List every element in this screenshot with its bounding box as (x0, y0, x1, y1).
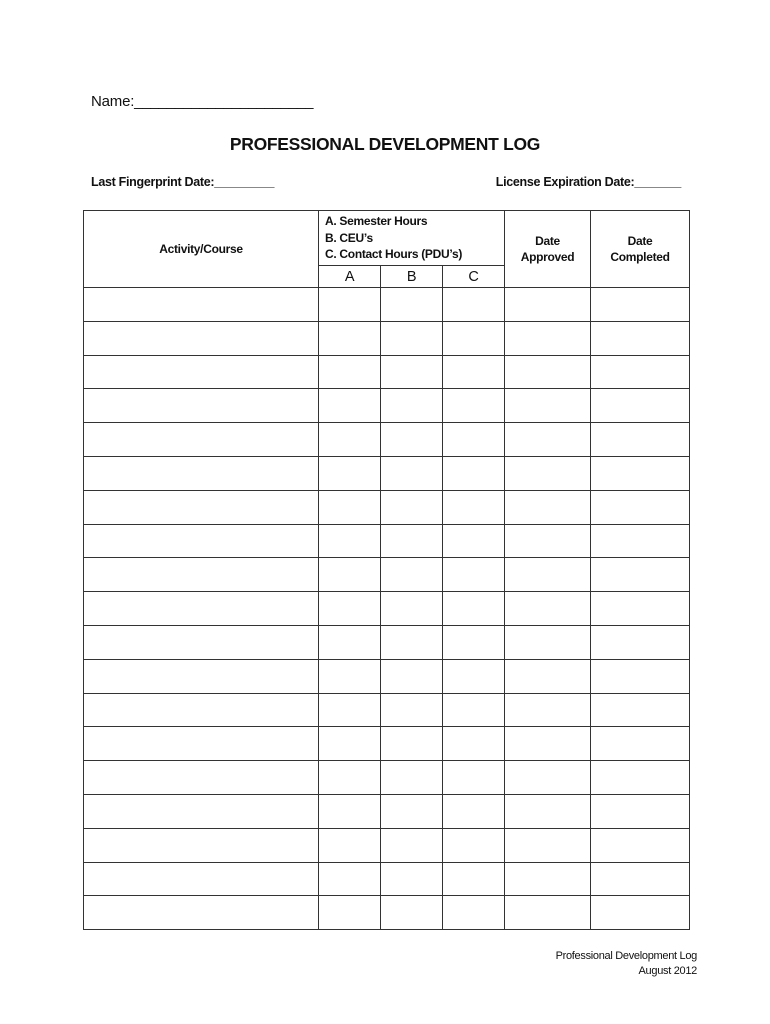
hours-a-cell[interactable] (319, 659, 381, 693)
hours-legend-c: C. Contact Hours (PDU’s) (325, 247, 463, 261)
date-completed-cell[interactable] (591, 490, 690, 524)
hours-b-cell[interactable] (381, 727, 443, 761)
table-row (84, 794, 690, 828)
hours-a-cell[interactable] (319, 896, 381, 930)
column-a-header: A (319, 266, 381, 288)
hours-b-cell[interactable] (381, 592, 443, 626)
table-row (84, 490, 690, 524)
hours-b-cell[interactable] (381, 389, 443, 423)
hours-a-cell[interactable] (319, 558, 381, 592)
hours-legend (319, 211, 505, 266)
date-completed-cell[interactable] (591, 456, 690, 490)
hours-c-cell[interactable] (443, 321, 505, 355)
table-row (84, 592, 690, 626)
date-completed-cell[interactable] (591, 389, 690, 423)
hours-b-cell[interactable] (381, 625, 443, 659)
hours-b-cell[interactable] (381, 896, 443, 930)
date-completed-cell[interactable] (591, 558, 690, 592)
hours-a-cell[interactable] (319, 389, 381, 423)
date-approved-line1: Date (535, 233, 560, 248)
activity-cell[interactable] (84, 761, 319, 795)
hours-a-cell[interactable] (319, 355, 381, 389)
hours-c-cell[interactable] (443, 659, 505, 693)
hours-b-cell[interactable] (381, 423, 443, 457)
table-row (84, 355, 690, 389)
date-completed-line1: Date (627, 233, 653, 248)
footer-date: August 2012 (638, 964, 697, 977)
date-approved-cell[interactable] (505, 761, 591, 795)
hours-a-cell[interactable] (319, 423, 381, 457)
date-completed-cell[interactable] (591, 862, 690, 896)
date-completed-cell[interactable] (591, 355, 690, 389)
date-completed-cell[interactable] (591, 288, 690, 322)
table-row (84, 288, 690, 322)
page-title: PROFESSIONAL DEVELOPMENT LOG (229, 134, 541, 154)
hours-b-cell[interactable] (381, 761, 443, 795)
table-row (84, 727, 690, 761)
date-approved-header (505, 211, 591, 288)
fingerprint-date-label: Last Fingerprint Date:_________ (91, 175, 275, 189)
hours-a-cell[interactable] (319, 693, 381, 727)
hours-c-cell[interactable] (443, 355, 505, 389)
activity-cell[interactable] (84, 693, 319, 727)
footer-doc-name: Professional Development Log (555, 950, 697, 962)
date-approved-cell[interactable] (505, 490, 591, 524)
date-completed-cell[interactable] (591, 592, 690, 626)
hours-a-cell[interactable] (319, 321, 381, 355)
hours-a-cell[interactable] (319, 456, 381, 490)
date-approved-cell[interactable] (505, 693, 591, 727)
hours-c-cell[interactable] (443, 761, 505, 795)
table-row (84, 896, 690, 930)
hours-a-cell[interactable] (319, 862, 381, 896)
date-approved-cell[interactable] (505, 794, 591, 828)
date-completed-cell[interactable] (591, 896, 690, 930)
hours-c-cell[interactable] (443, 456, 505, 490)
date-completed-cell[interactable] (591, 321, 690, 355)
hours-a-cell[interactable] (319, 625, 381, 659)
activity-cell[interactable] (84, 355, 319, 389)
table-row (84, 693, 690, 727)
date-approved-cell[interactable] (505, 355, 591, 389)
hours-b-cell[interactable] (381, 355, 443, 389)
date-completed-header (591, 211, 690, 288)
date-completed-cell[interactable] (591, 794, 690, 828)
date-completed-cell[interactable] (591, 727, 690, 761)
hours-b-cell[interactable] (381, 558, 443, 592)
table-row (84, 456, 690, 490)
activity-cell[interactable] (84, 490, 319, 524)
table-row (84, 625, 690, 659)
hours-a-cell[interactable] (319, 794, 381, 828)
date-approved-cell[interactable] (505, 558, 591, 592)
hours-c-cell[interactable] (443, 423, 505, 457)
date-approved-cell[interactable] (505, 592, 591, 626)
table-header-row (84, 211, 690, 266)
table-row (84, 761, 690, 795)
hours-a-cell[interactable] (319, 761, 381, 795)
date-approved-cell[interactable] (505, 625, 591, 659)
hours-b-cell[interactable] (381, 490, 443, 524)
hours-b-cell[interactable] (381, 321, 443, 355)
activity-cell[interactable] (84, 321, 319, 355)
name-field-label: Name:______________________ (91, 93, 314, 110)
activity-cell[interactable] (84, 558, 319, 592)
table-row (84, 524, 690, 558)
hours-b-cell[interactable] (381, 524, 443, 558)
table-row (84, 389, 690, 423)
hours-c-cell[interactable] (443, 389, 505, 423)
activity-cell[interactable] (84, 389, 319, 423)
hours-b-cell[interactable] (381, 693, 443, 727)
date-approved-cell[interactable] (505, 862, 591, 896)
date-approved-cell[interactable] (505, 321, 591, 355)
activity-course-header: Activity/Course (84, 211, 319, 288)
date-approved-cell[interactable] (505, 659, 591, 693)
activity-cell[interactable] (84, 592, 319, 626)
date-completed-cell[interactable] (591, 625, 690, 659)
hours-c-cell[interactable] (443, 693, 505, 727)
activity-cell[interactable] (84, 625, 319, 659)
hours-c-cell[interactable] (443, 794, 505, 828)
hours-c-cell[interactable] (443, 862, 505, 896)
hours-b-cell[interactable] (381, 794, 443, 828)
date-completed-cell[interactable] (591, 659, 690, 693)
activity-cell[interactable] (84, 423, 319, 457)
hours-b-cell[interactable] (381, 659, 443, 693)
hours-a-cell[interactable] (319, 828, 381, 862)
footer (556, 949, 697, 978)
hours-b-cell[interactable] (381, 456, 443, 490)
hours-c-cell[interactable] (443, 625, 505, 659)
hours-c-cell[interactable] (443, 490, 505, 524)
hours-c-cell[interactable] (443, 828, 505, 862)
date-approved-cell[interactable] (505, 896, 591, 930)
date-approved-cell[interactable] (505, 727, 591, 761)
table-row (84, 828, 690, 862)
activity-cell[interactable] (84, 862, 319, 896)
hours-c-cell[interactable] (443, 288, 505, 322)
date-completed-cell[interactable] (591, 423, 690, 457)
table-row (84, 659, 690, 693)
hours-c-cell[interactable] (443, 558, 505, 592)
date-approved-cell[interactable] (505, 288, 591, 322)
log-table (83, 210, 690, 930)
activity-cell[interactable] (84, 524, 319, 558)
hours-a-cell[interactable] (319, 524, 381, 558)
activity-cell[interactable] (84, 727, 319, 761)
hours-c-cell[interactable] (443, 896, 505, 930)
hours-legend-a: A. Semester Hours (325, 214, 428, 228)
hours-c-cell[interactable] (443, 524, 505, 558)
license-expiration-label: License Expiration Date:_______ (495, 175, 681, 189)
date-completed-line2: Completed (610, 250, 670, 264)
hours-a-cell[interactable] (319, 592, 381, 626)
hours-a-cell[interactable] (319, 288, 381, 322)
hours-a-cell[interactable] (319, 727, 381, 761)
hours-b-cell[interactable] (381, 862, 443, 896)
date-completed-cell[interactable] (591, 524, 690, 558)
table-row (84, 423, 690, 457)
hours-a-cell[interactable] (319, 490, 381, 524)
date-completed-cell[interactable] (591, 828, 690, 862)
hours-legend-b: B. CEU’s (325, 230, 373, 245)
hours-b-cell[interactable] (381, 828, 443, 862)
activity-cell[interactable] (84, 659, 319, 693)
hours-c-cell[interactable] (443, 727, 505, 761)
date-approved-cell[interactable] (505, 389, 591, 423)
activity-cell[interactable] (84, 288, 319, 322)
table-row (84, 321, 690, 355)
date-approved-cell[interactable] (505, 524, 591, 558)
hours-c-cell[interactable] (443, 592, 505, 626)
activity-cell[interactable] (84, 896, 319, 930)
column-c-header: C (443, 266, 505, 288)
date-completed-cell[interactable] (591, 693, 690, 727)
date-approved-cell[interactable] (505, 423, 591, 457)
table-row (84, 862, 690, 896)
date-approved-cell[interactable] (505, 456, 591, 490)
column-b-header: B (381, 266, 443, 288)
table-row (84, 558, 690, 592)
date-approved-line2: Approved (520, 250, 575, 264)
activity-cell[interactable] (84, 794, 319, 828)
activity-cell[interactable] (84, 828, 319, 862)
hours-b-cell[interactable] (381, 288, 443, 322)
date-completed-cell[interactable] (591, 761, 690, 795)
activity-cell[interactable] (84, 456, 319, 490)
date-approved-cell[interactable] (505, 828, 591, 862)
